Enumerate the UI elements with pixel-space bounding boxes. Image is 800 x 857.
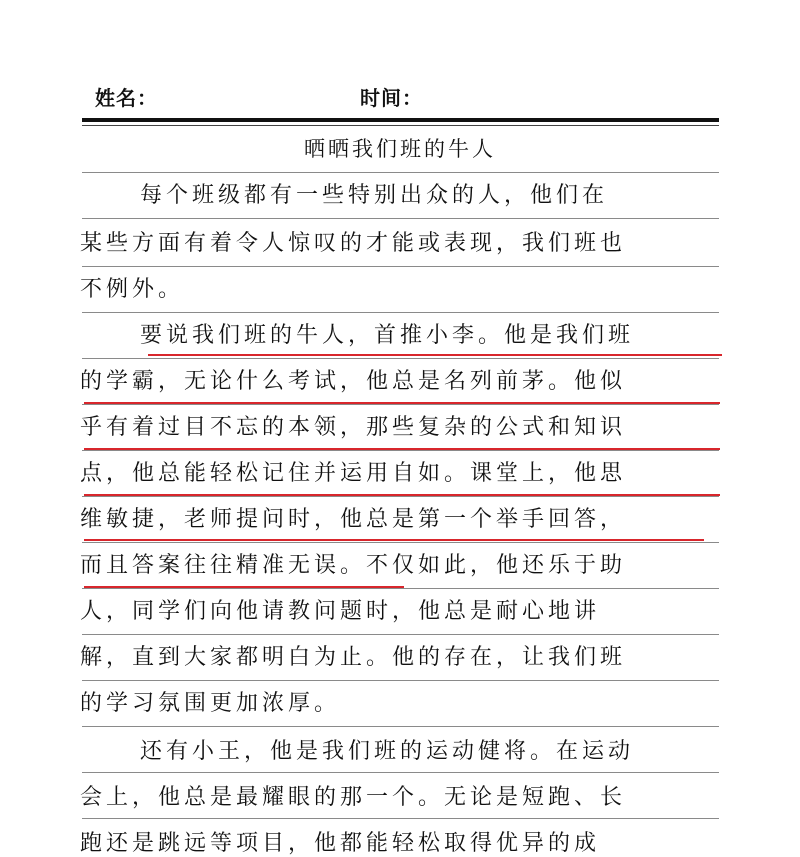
red-annotation-line xyxy=(84,448,720,450)
essay-line: 的学霸，无论什么考试，他总是名列前茅。他似 xyxy=(80,369,627,394)
red-annotation-line xyxy=(84,494,720,496)
ruled-line xyxy=(82,218,719,219)
ruled-line xyxy=(82,772,719,773)
ruled-line xyxy=(82,266,719,267)
ruled-line xyxy=(82,818,719,819)
essay-line: 要说我们班的牛人，首推小李。他是我们班 xyxy=(140,323,635,348)
red-annotation-line xyxy=(84,586,404,588)
essay-line: 乎有着过目不忘的本领，那些复杂的公式和知识 xyxy=(80,415,627,440)
essay-line: 的学习氛围更加浓厚。 xyxy=(80,691,341,716)
essay-line: 不例外。 xyxy=(80,277,185,302)
red-annotation-line xyxy=(84,539,704,541)
red-annotation-line xyxy=(84,402,720,404)
name-label: 姓名： xyxy=(95,88,158,110)
essay-title: 晒晒我们班的牛人 xyxy=(304,137,496,161)
ruled-line xyxy=(82,450,719,451)
ruled-line xyxy=(82,542,719,543)
essay-line: 跑还是跳远等项目，他都能轻松取得优异的成 xyxy=(80,831,601,856)
red-annotation-line xyxy=(148,354,722,356)
essay-line: 点，他总能轻松记住并运用自如。课堂上，他思 xyxy=(80,461,627,486)
essay-line: 人，同学们向他请教问题时，他总是耐心地讲 xyxy=(80,599,601,624)
header-rule-thin xyxy=(82,125,719,126)
essay-line: 某些方面有着令人惊叹的才能或表现，我们班也 xyxy=(80,231,627,256)
ruled-line xyxy=(82,172,719,173)
header-rule-thick xyxy=(82,118,719,122)
ruled-line xyxy=(82,404,719,405)
essay-line: 每个班级都有一些特别出众的人，他们在 xyxy=(140,183,609,208)
ruled-line xyxy=(82,312,719,313)
essay-line: 解，直到大家都明白为止。他的存在，让我们班 xyxy=(80,645,627,670)
essay-line: 而且答案往往精准无误。不仅如此，他还乐于助 xyxy=(80,553,627,578)
ruled-line xyxy=(82,726,719,727)
ruled-line xyxy=(82,680,719,681)
ruled-line xyxy=(82,588,719,589)
essay-line: 会上，他总是最耀眼的那一个。无论是短跑、长 xyxy=(80,785,627,810)
time-label: 时间： xyxy=(360,88,423,110)
ruled-line xyxy=(82,358,719,359)
essay-line: 维敏捷，老师提问时，他总是第一个举手回答， xyxy=(80,507,627,532)
ruled-line xyxy=(82,496,719,497)
essay-line: 还有小王，他是我们班的运动健将。在运动 xyxy=(140,739,635,764)
ruled-line xyxy=(82,634,719,635)
